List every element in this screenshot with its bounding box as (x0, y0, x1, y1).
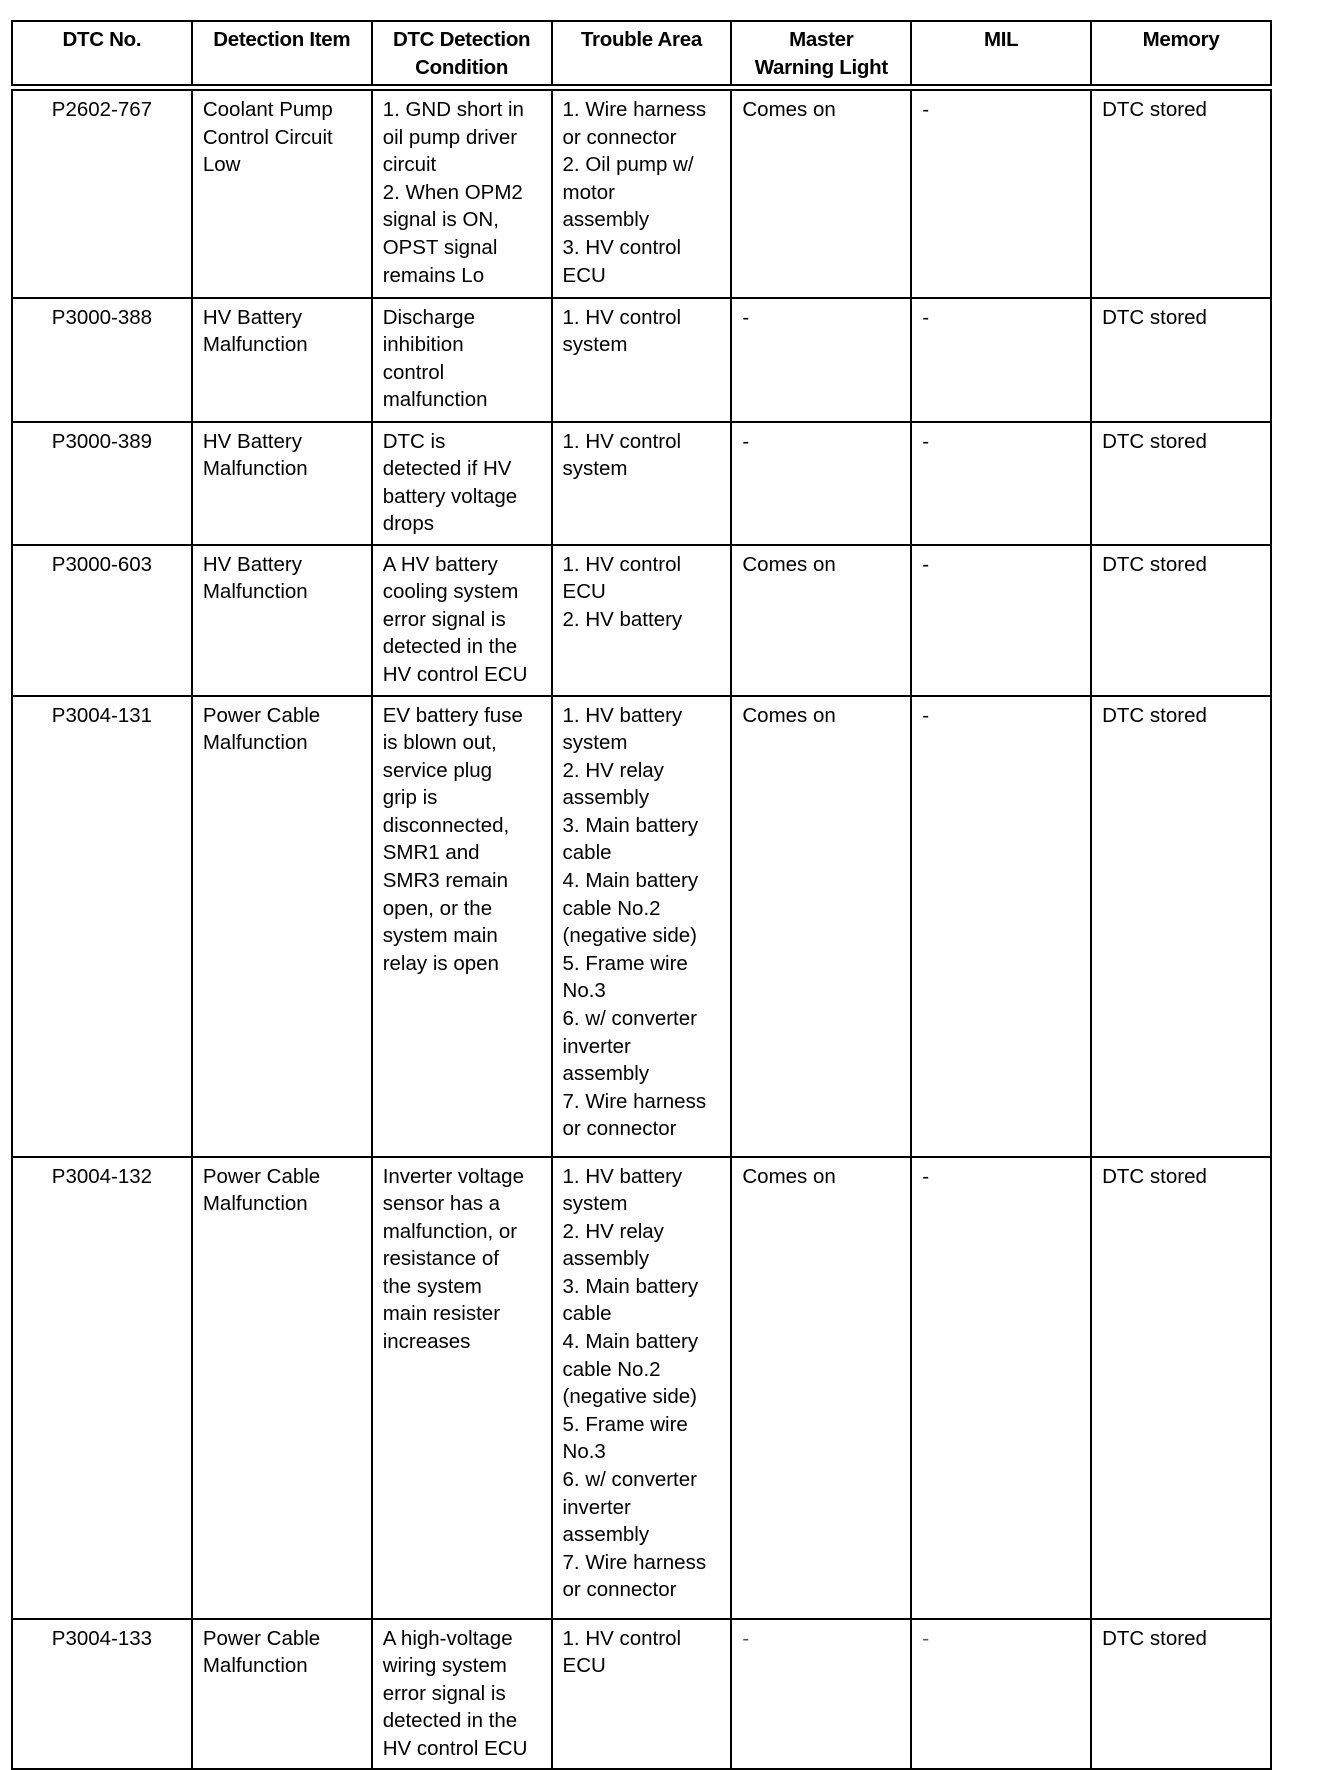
cell-detection-condition: A high-voltage wiring system error signal is detected in the HV control ECU (372, 1619, 552, 1769)
column-header-mil: MIL (911, 21, 1091, 88)
cell-master-warning-light: Comes on (731, 1157, 911, 1619)
cell-trouble-area: 1. HV control ECU 2. HV battery (552, 545, 732, 696)
header-row (12, 21, 1271, 88)
cell-trouble-area: 1. HV control system (552, 298, 732, 422)
cell-memory: DTC stored (1091, 1619, 1271, 1769)
column-header-detection-item: Detection Item (192, 21, 372, 88)
cell-mil: - (911, 1157, 1091, 1619)
cell-master-warning-light: Comes on (731, 545, 911, 696)
cell-trouble-area: 1. HV control ECU (552, 1619, 732, 1769)
table-header (12, 21, 1271, 88)
cell-memory: DTC stored (1091, 696, 1271, 1157)
cell-mil: - (911, 298, 1091, 422)
cell-mil: - (911, 422, 1091, 545)
cell-detection-item: HV Battery Malfunction (192, 422, 372, 545)
cell-detection-condition: DTC is detected if HV battery voltage drops (372, 422, 552, 545)
cell-trouble-area: 1. Wire harness or connector 2. Oil pump w/ motor assembly 3. HV control ECU (552, 88, 732, 298)
cell-detection-item: Power Cable Malfunction (192, 696, 372, 1157)
cell-detection-item: HV Battery Malfunction (192, 298, 372, 422)
column-header-memory: Memory (1091, 21, 1271, 88)
cell-master-warning-light: - (731, 1619, 911, 1769)
dtc-table (11, 20, 1272, 1770)
cell-detection-condition: Inverter voltage sensor has a malfunction, or resistance of the system main resister increases (372, 1157, 552, 1619)
cell-dtc-no: P3004-132 (12, 1157, 192, 1619)
cell-dtc-no: P2602-767 (12, 88, 192, 298)
cell-memory: DTC stored (1091, 88, 1271, 298)
cell-master-warning-light: - (731, 422, 911, 545)
cell-mil: - (911, 696, 1091, 1157)
table-row (12, 1157, 1271, 1619)
cell-detection-condition: 1. GND short in oil pump driver circuit 2. When OPM2 signal is ON, OPST signal remains Lo (372, 88, 552, 298)
table-row (12, 696, 1271, 1157)
cell-mil: - (911, 545, 1091, 696)
table-row (12, 88, 1271, 298)
cell-master-warning-light: Comes on (731, 696, 911, 1157)
cell-dtc-no: P3000-603 (12, 545, 192, 696)
table-row (12, 1619, 1271, 1769)
cell-master-warning-light: Comes on (731, 88, 911, 298)
cell-detection-item: Coolant Pump Control Circuit Low (192, 88, 372, 298)
cell-memory: DTC stored (1091, 298, 1271, 422)
cell-memory: DTC stored (1091, 545, 1271, 696)
cell-detection-item: Power Cable Malfunction (192, 1619, 372, 1769)
column-header-master-warning-light: Master Warning Light (731, 21, 911, 88)
cell-detection-item: HV Battery Malfunction (192, 545, 372, 696)
column-header-dtc-no: DTC No. (12, 21, 192, 88)
cell-memory: DTC stored (1091, 422, 1271, 545)
column-header-detection-condition: DTC Detection Condition (372, 21, 552, 88)
cell-master-warning-light: - (731, 298, 911, 422)
cell-detection-condition: A HV battery cooling system error signal is detected in the HV control ECU (372, 545, 552, 696)
cell-dtc-no: P3000-389 (12, 422, 192, 545)
table-body (12, 88, 1271, 1769)
cell-trouble-area: 1. HV battery system 2. HV relay assembly 3. Main battery cable 4. Main battery cable No.2 (negative side) 5. Frame wire No.3 6. w/ converter inverter assembly 7. Wire harness or connector (552, 696, 732, 1157)
cell-mil: - (911, 1619, 1091, 1769)
cell-trouble-area: 1. HV battery system 2. HV relay assembly 3. Main battery cable 4. Main battery cable No.2 (negative side) 5. Frame wire No.3 6. w/ converter inverter assembly 7. Wire harness or connector (552, 1157, 732, 1619)
table-row (12, 422, 1271, 545)
cell-dtc-no: P3004-133 (12, 1619, 192, 1769)
cell-detection-item: Power Cable Malfunction (192, 1157, 372, 1619)
cell-dtc-no: P3004-131 (12, 696, 192, 1157)
cell-mil: - (911, 88, 1091, 298)
cell-trouble-area: 1. HV control system (552, 422, 732, 545)
cell-detection-condition: Discharge inhibition control malfunction (372, 298, 552, 422)
cell-detection-condition: EV battery fuse is blown out, service plug grip is disconnected, SMR1 and SMR3 remain open, or the system main relay is open (372, 696, 552, 1157)
table-row (12, 545, 1271, 696)
column-header-trouble-area: Trouble Area (552, 21, 732, 88)
cell-dtc-no: P3000-388 (12, 298, 192, 422)
cell-memory: DTC stored (1091, 1157, 1271, 1619)
table-row (12, 298, 1271, 422)
